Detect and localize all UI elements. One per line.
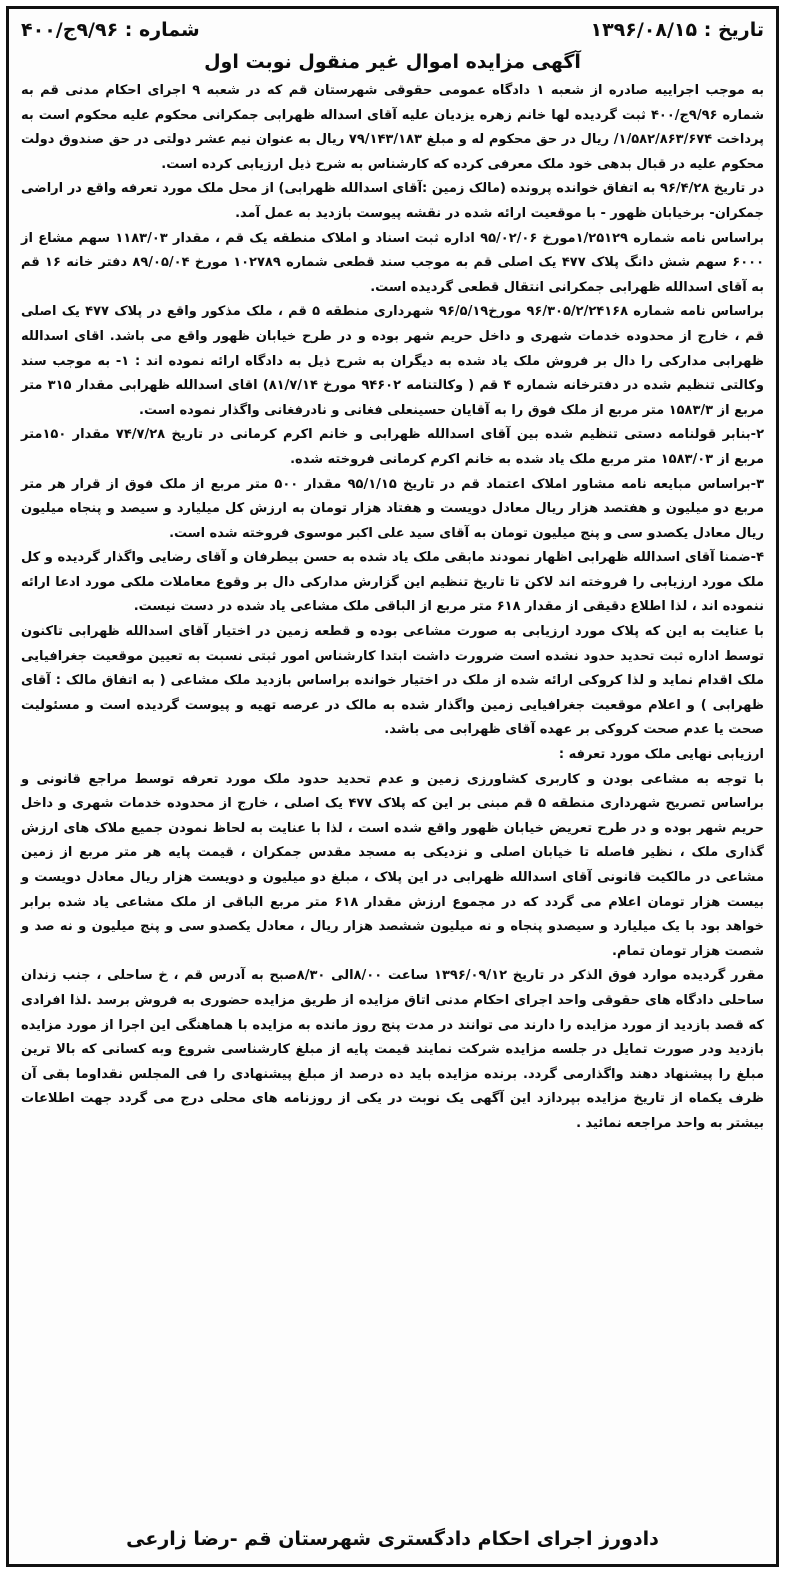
notice-number: شماره : ۹/۹۶ج/۴۰۰ [21,19,200,41]
notice-date: تاریخ : ۱۳۹۶/۰۸/۱۵ [590,19,764,41]
paragraph-survey: با عنایت به این که پلاک مورد ارزیابی به صورت مشاعی بوده و قطعه زمین در اختیار آقای اسدالله ظهرابی تاکنون توسط اداره ثبت تحدید حدود نشده است ضرورت داشت ابتدا کارشناس امور ثبتی نسبت به تعیین موقعیت جغرافیایی ملک اقدام نماید و لذا کروکی ارائه شده از ملک در اختیار خوانده براساس بازدید ملک مشاعی ( به اتفاق مالک : آقای ظهرابی ) و اعلام موقعیت جغرافیایی زمین واگذار شده به مالک در عرصه تهیه و پیوست گردیده است و مسئولیت صحت یا عدم صحت کروکی بر عهده آقای ظهرابی می باشد. [21,624,764,738]
notice-header [21,15,764,45]
paragraph-intro: به موجب اجراییه صادره از شعبه ۱ دادگاه عمومی حقوقی شهرستان قم که در شعبه ۹ اجرای احکام مدنی قم به شماره ۹/۹۶ج/۴۰۰ ثبت گردیده لها خانم زهره یزدیان علیه آقای اسداله ظهرابی جمکرانی محکوم علیه محکوم است به پرداخت ۱/۵۸۲/۸۶۳/۶۷۴/ ریال در حق محکوم له و مبلغ ۷۹/۱۴۳/۱۸۳ ریال به عنوان نیم عشر دولتی در حق صندوق دولت محکوم علیه در قبال بدهی خود ملک معرفی کرده که کارشناس به شرح ذیل ارزیابی کرده است. [21,83,764,172]
paragraph-valuation: با توجه به مشاعی بودن و کاربری کشاورزی زمین و عدم تحدید حدود ملک مورد تعرفه توسط مراجع قانونی و براساس تصریح شهرداری منطقه ۵ قم مبنی بر این که پلاک ۴۷۷ یک اصلی ، خارج از محدوده خدمات شهری و داخل حریم شهر بوده و در طرح تعریض خیابان ظهور واقع شده است ، لذا با عنایت به لحاظ نمودن جمیع ملاک های ارزش گذاری ملک ، نظیر فاصله تا خیابان اصلی و نزدیکی به مسجد مقدس جمکران ، قیمت پایه هر متر مربع از زمین مشاعی در مالکیت قانونی آقای اسدالله ظهرابی در این پلاک ، مبلغ دو میلیون و دویست هزار ریال معادل دویست و بیست هزار تومان اعلام می گردد که در مجموع ارزش مقدار ۶۱۸ متر مربع الباقی از ملک مشاعی یاد شده برابر خواهد بود با یک میلیارد و سیصدو پنجاه و نه میلیون ششصد هزار ریال ، معادل یکصدو سی و پنج میلیون و نه صد و شصت هزار تومان تمام. [21,771,764,959]
notice-title: آگهی مزایده اموال غیر منقول نوبت اول [204,51,581,73]
auction-notice [6,6,779,1567]
signature: دادورز اجرای احکام دادگستری شهرستان قم -رضا زارعی [126,1528,659,1550]
paragraph-item-3: ۳-براساس مبایعه نامه مشاور املاک اعتماد قم در تاریخ ۹۵/۱/۱۵ مقدار ۵۰۰ متر مربع از ملک فوق از قرار هر متر مربع دو میلیون و هفتصد هزار ریال معادل دویست و هفتاد هزار تومان به ارزش کل میلیارد و سیصد و پنجاه میلیون ریال معادل یکصدو سی و پنج میلیون تومان به آقای سید علی اکبر موسوی فروخته شده است. [21,476,764,541]
notice-body [21,79,764,1137]
paragraph-auction-terms: مقرر گردیده موارد فوق الذکر در تاریخ ۱۳۹۶/۰۹/۱۲ ساعت ۸/۰۰الی ۸/۳۰صبح به آدرس قم ، خ ساحلی ، جنب زندان ساحلی دادگاه های حقوقی واحد اجرای احکام مدنی اتاق مزایده از طریق مزایده حضوری به فروش برسد .لذا افرادی که قصد بازدید از مورد مزایده را دارند می توانند در مدت پنج روز مانده به مزایده با هماهنگی این اجرا از مورد مزایده بازدید ودر صورت تمایل در جلسه مزایده شرکت نمایند قیمت پایه از مبلغ کارشناسی شروع وبه کسانی که بالا ترین مبلغ را پیشنهاد دهند واگذارمی گردد. برنده مزایده باید ده درصد از مبلغ پیشنهادی را فی المجلس نقداوما بقی آن ظرف یکماه از تاریخ مزایده بپردازد این آگهی یک نوبت در یکی از روزنامه های محلی درج می گردد جهت اطلاعات بیشتر به واحد مراجعه نمائید . [21,968,764,1131]
paragraph-registry: براساس نامه شماره ۱/۲۵۱۲۹مورخ ۹۵/۰۲/۰۶ اداره ثبت اسناد و املاک منطقه یک قم ، مقدار ۱۱۸۳/۰۳ سهم مشاع از ۶۰۰۰ سهم شش دانگ پلاک ۴۷۷ یک اصلی قم به موجب سند قطعی شماره ۱۰۲۷۸۹ مورخ ۸۹/۰۵/۰۴ دفتر خانه ۱۶ قم به آقای اسدالله ظهرابی جمکرانی انتقال قطعی گردیده است. [21,230,765,295]
paragraph-item-4: ۴-ضمنا آقای اسدالله ظهرابی اظهار نمودند مابقی ملک یاد شده به حسن بیطرفان و آقای رضایی واگذار گردیده و کل ملک مورد ارزیابی را فروخته اند لاکن تا تاریخ تنظیم این گزارش مدارکی دال بر وقوع معاملات ملکی مورد ادعا ارائه ننموده اند ، لذا اطلاع دقیقی از مقدار ۶۱۸ متر مربع از الباقی ملک مشاعی یاد شده در دست نیست. [21,550,764,615]
paragraph-item-2: ۲-بنابر قولنامه دستی تنظیم شده بین آقای اسدالله ظهرابی و خانم اکرم کرمانی در تاریخ ۷۴/۷/۲۸ مقدار ۱۵۰متر مربع از ۱۵۸۳/۰۳ متر مربع ملک یاد شده به خانم اکرم کرمانی فروخته شده. [21,427,764,467]
paragraph-valuation-heading: ارزیابی نهایی ملک مورد تعرفه : [558,747,764,763]
paragraph-visit: در تاریخ ۹۶/۴/۲۸ به اتفاق خوانده پرونده (مالک زمین :آقای اسدالله ظهرابی) از محل ملک مورد تعرفه واقع در اراضی جمکران- برخیابان ظهور - با موقعیت ارائه شده در نقشه پیوست بازدید به عمل آمد. [21,181,764,221]
paragraph-municipality: براساس نامه شماره ۹۶/۳۰۵/۲/۲۴۱۶۸ مورخ۹۶/۵/۱۹ شهرداری منطقه ۵ قم ، ملک مذکور واقع در پلاک ۴۷۷ یک اصلی قم ، خارج از محدوده خدمات شهری و داخل حریم شهر بوده و در طرح خیابان ظهور واقع می باشد. اقای اسدالله ظهرابی مدارکی را دال بر فروش ملک یاد شده به دیگران به شرح ذیل به دادگاه ارائه نموده اند : ۱- به موجب سند وکالتی تنظیم شده در دفترخانه شماره ۴ قم ( وکالتنامه ۹۴۶۰۲ مورخ ۸۱/۷/۱۴) اقای اسدالله ظهرابی مقدار ۳۱۵ متر مربع از ۱۵۸۳/۳ متر مربع از ملک فوق را به آقایان حسینعلی فغانی و نادرفغانی واگذار نموده است. [21,304,765,418]
